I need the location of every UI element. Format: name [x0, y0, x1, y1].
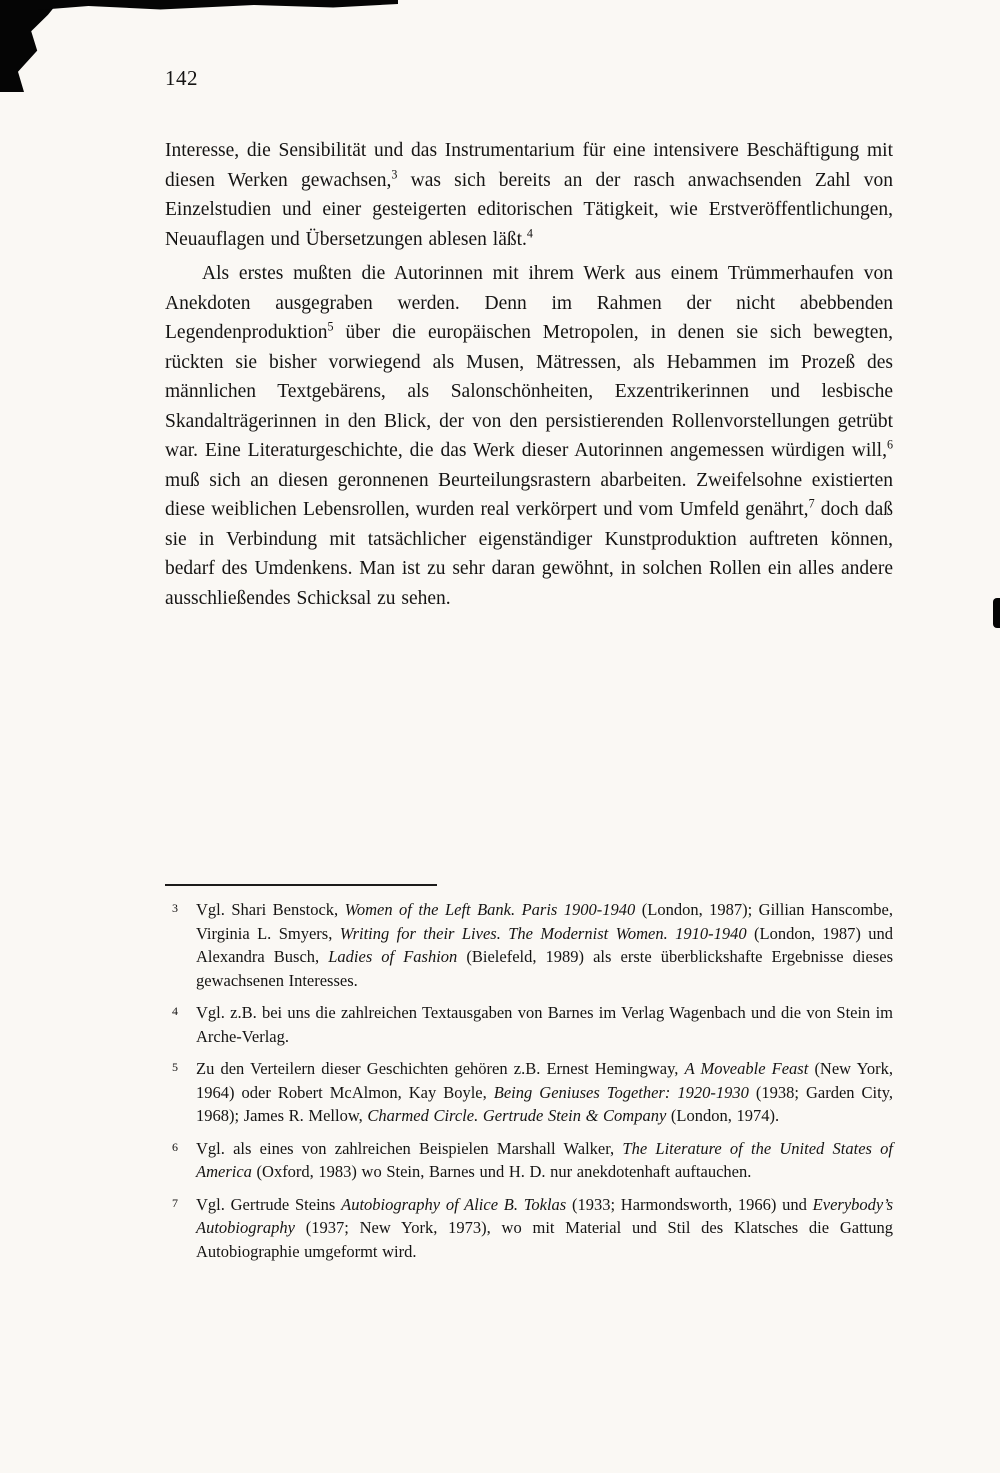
paragraph-1: Interesse, die Sensibilität und das Instrumentarium für eine intensivere Beschäftigung mit diesen Werken gewachsen,$^3$ was sich bereits an der rasch anwachsenden Zahl von Einzelstudien und einer gesteigerten editorischen Tätigkeit, wie Erstveröffentlichungen, Neuauflagen und Übersetzungen ablesen läßt.$^4$: [165, 140, 893, 250]
footnote-3: [165, 898, 893, 992]
scan-artifact-top-edge: [38, 0, 398, 10]
footnote-text: Zu den Verteilern dieser Geschichten gehören z.B. Ernest Hemingway, A Moveable Feast (New York, 1964) oder Robert McAlmon, Kay Boyle, Being Geniuses Together: 1920-1930 (1938; Garden City, 1968); James R. Mellow, Charmed Circle. Gertrude Stein & Company (London, 1974).: [196, 1059, 894, 1125]
body-text: [165, 136, 893, 613]
footnote-marker: 6: [172, 1139, 178, 1154]
footnote-text: Vgl. als eines von zahlreichen Beispielen Marshall Walker, The Literature of the United States of America (Oxford, 1983) wo Stein, Barnes und H. D. nur anekdotenhaft auftauchen.: [196, 1138, 893, 1181]
footnote-marker: 4: [172, 1004, 178, 1018]
footnote-text: Vgl. Shari Benstock, Women of the Left Bank. Paris 1900-1940 (London, 1987); Gillian Hanscombe, Virginia L. Smyers, Writing for their Lives. The Modernist Women. 1910-1940 (London, 1987) und Alexandra Busch, Ladies of Fashion (Bielefeld, 1989) als erste überblickshafte Ergebnisse dieses gewachsenen Interesses.: [196, 900, 893, 990]
scan-artifact-right-edge: [993, 598, 1000, 628]
footnote-5: [165, 1057, 893, 1128]
footnote-text: Vgl. z.B. bei uns die zahlreichen Textausgaben von Barnes im Verlag Wagenbach und die von Stein im Arche-Verlag.: [196, 1003, 893, 1046]
footnote-marker: 7: [172, 1195, 178, 1210]
footnote-text: Vgl. Gertrude Steins Autobiography of Alice B. Toklas (1933; Harmondsworth, 1966) und Everybody’s Autobiography (1937; New York, 1973), wo mit Material und Stil des Klatsches die Gattung Autobiographie umgeformt wird.: [196, 1194, 894, 1261]
scan-artifact-top-left: [0, 0, 60, 92]
paragraph-2: Als erstes mußten die Autorinnen mit ihrem Werk aus einem Trümmerhaufen von Anekdoten ausgegraben werden. Denn im Rahmen der nicht abebbenden Legendenproduktion$^5$ über die europäischen Metropolen, in denen sie sich bewegten, rückten sie bisher vorwiegend als Musen, Mätressen, als Hebammen im Prozeß des männlichen Textgebärens, als Salonschönheiten, Exzentrikerinnen und lesbische Skandalträgerinnen in den Blick, der von den persistierenden Rollenvorstellungen getrübt war. Eine Literaturgeschichte, die das Werk dieser Autorinnen angemessen würdigen will,$^6$ muß sich an diesen geronnenen Beurteilungsrastern abarbeiten. Zweifelsohne existierten diese weiblichen Lebensrollen, wurden real verkörpert und vom Umfeld genährt,$^7$ doch daß sie in Verbindung mit tatsächlicher eigenständiger Kunstproduktion auftreten können, bedarf des Umdenkens. Man ist zu sehr daran gewöhnt, in solchen Rollen ein alles andere ausschließendes Schicksal zu sehen.: [165, 263, 894, 609]
page-number: 142: [165, 66, 198, 90]
footnote-7: [165, 1193, 893, 1264]
footnote-separator: [165, 884, 437, 886]
footnote-marker: 5: [172, 1060, 178, 1074]
footnote-marker: 3: [172, 901, 178, 915]
footnote-6: [165, 1137, 893, 1184]
footnotes-section: [165, 898, 893, 1272]
footnote-4: [165, 1001, 893, 1048]
